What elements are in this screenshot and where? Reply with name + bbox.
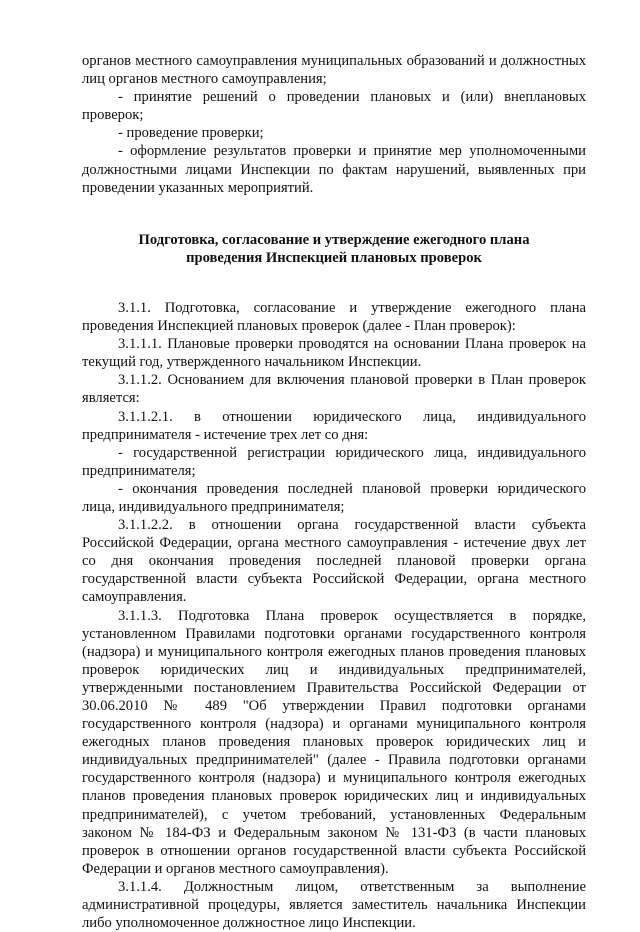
clause-3-1-1-2-1: 3.1.1.2.1. в отношении юридического лица, индивидуального предпринимателя - истечение трех лет со дня: bbox=[82, 408, 586, 443]
clause-item-last-inspection: - окончания проведения последней плановой проверки юридического лица, индивидуального предпринимателя; bbox=[82, 480, 586, 515]
section-heading-line-2: проведения Инспекцией плановых проверок bbox=[186, 250, 482, 267]
section-heading bbox=[82, 231, 586, 268]
clause-item-registration: - государственной регистрации юридического лица, индивидуального предпринимателя; bbox=[82, 444, 586, 479]
clause-3-1-1-4: 3.1.1.4. Должностным лицом, ответственным за выполнение административной процедуры, является заместитель начальника Инспекции либо уполномоченное должностное лицо Инспекции. bbox=[82, 878, 586, 932]
intro-item-decision: - принятие решений о проведении плановых и (или) внеплановых проверок; bbox=[82, 89, 586, 124]
intro-item-results: - оформление результатов проверки и принятие мер уполномоченными должностными лицами Инспекции по фактам нарушений, выявленных при проведении указанных мероприятий. bbox=[82, 143, 586, 196]
intro-paragraph-continuation: органов местного самоуправления муниципальных образований и должностных лиц органов местного самоуправления; bbox=[82, 53, 586, 88]
clause-3-1-1-3: 3.1.1.3. Подготовка Плана проверок осуществляется в порядке, установленном Правилами подготовки органами государственного контроля (надзора) и муниципального контроля ежегодных планов проведения плановых проверок юридических лиц и индивидуальных предпринимателей, утвержденными постановлением Правительства Российской Федерации от 30.06.2010 № 489 "Об утверждении Правил подготовки органами государственного контроля (надзора) и органами муниципального контроля ежегодных планов проведения плановых проверок юридических лиц и индивидуальных предпринимателей" (далее - Правила подготовки органами государственного контроля (надзора) и муниципального контроля ежегодных планов проведения плановых проверок юридических лиц и индивидуальных предпринимателей), с учетом требований, установленных Федеральным законом № 184-ФЗ и Федеральным законом № 131-ФЗ (в части плановых проверок в отношении органов государственной власти субъекта Российской Федерации и органов местного самоуправления). bbox=[82, 607, 586, 877]
clause-3-1-1-1: 3.1.1.1. Плановые проверки проводятся на основании Плана проверок на текущий год, утвержденного начальником Инспекции. bbox=[82, 336, 586, 371]
section-heading-line-1: Подготовка, согласование и утверждение ежегодного плана bbox=[138, 231, 530, 248]
clause-3-1-1: 3.1.1. Подготовка, согласование и утверждение ежегодного плана проведения Инспекцией плановых проверок (далее - План проверок): bbox=[82, 299, 586, 335]
clause-3-1-1-2: 3.1.1.2. Основанием для включения плановой проверки в План проверок является: bbox=[82, 372, 586, 407]
clause-3-1-1-2-2: 3.1.1.2.2. в отношении органа государственной власти субъекта Российской Федерации, органа местного самоуправления - истечение двух лет со дня окончания проведения последней плановой проверки органа государственной власти субъекта Российской Федерации, органа местного самоуправления. bbox=[82, 517, 586, 606]
intro-item-conduct: - проведение проверки; bbox=[118, 125, 264, 142]
